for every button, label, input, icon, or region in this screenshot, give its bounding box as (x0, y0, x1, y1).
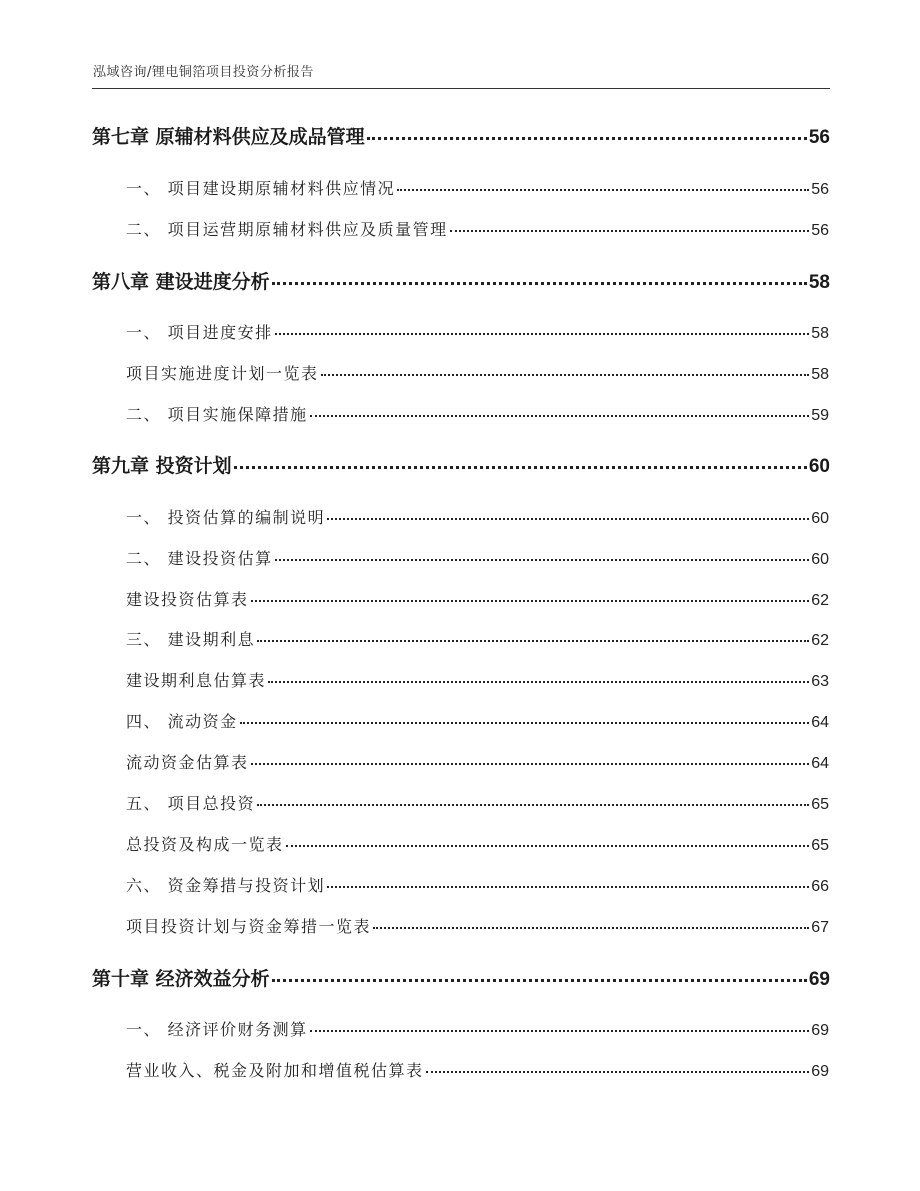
toc-entry-title: 总投资及构成一览表 (126, 835, 284, 854)
dot-leader (426, 1071, 810, 1073)
toc-entry[interactable] (126, 217, 829, 240)
dot-leader (373, 927, 809, 929)
dot-leader (310, 415, 810, 417)
dot-leader (268, 681, 809, 683)
toc-entry-title: 流动资金估算表 (126, 753, 249, 772)
dot-leader (251, 763, 810, 765)
toc-entry-page: 62 (811, 592, 829, 609)
header-rule (92, 88, 830, 89)
toc-entry[interactable] (126, 832, 829, 855)
toc-entry[interactable] (126, 791, 829, 814)
toc-entry-chapter-9[interactable] (92, 451, 830, 478)
toc-entry[interactable] (126, 1058, 829, 1081)
toc-entry-page: 56 (811, 181, 829, 198)
toc-entry-page: 65 (811, 837, 829, 854)
dot-leader (272, 282, 807, 285)
toc-entry-page: 58 (808, 272, 830, 293)
toc-entry-page: 65 (811, 796, 829, 813)
dot-leader (397, 189, 809, 191)
toc-entry-page: 60 (808, 456, 830, 477)
dot-leader (327, 886, 809, 888)
toc-entry[interactable] (126, 176, 829, 199)
dot-leader (272, 979, 807, 982)
toc-entry[interactable] (126, 1017, 829, 1040)
toc-entry-page: 66 (811, 878, 829, 895)
toc-entry-page: 58 (811, 325, 829, 342)
dot-leader (257, 804, 809, 806)
toc-entry-title: 一、 经济评价财务测算 (126, 1020, 308, 1039)
toc-entry-page: 58 (811, 366, 829, 383)
toc-entry[interactable] (126, 750, 829, 773)
toc-entry-page: 69 (808, 969, 830, 990)
toc-entry-title: 项目投资计划与资金筹措一览表 (126, 917, 372, 936)
toc-entry-page: 60 (811, 510, 829, 527)
toc-entry-title: 二、 项目运营期原辅材料供应及质量管理 (126, 220, 448, 239)
toc-entry[interactable] (126, 873, 829, 896)
toc-entry-page: 60 (811, 551, 829, 568)
toc-entry-title: 二、 建设投资估算 (126, 549, 273, 568)
toc-entry[interactable] (126, 505, 829, 528)
toc-entry-page: 56 (808, 127, 830, 148)
toc-entry-page: 67 (811, 919, 829, 936)
toc-entry-title: 第十章 经济效益分析 (92, 968, 270, 990)
toc-entry-page: 63 (811, 673, 829, 690)
toc-entry-title: 建设期利息估算表 (126, 671, 267, 690)
toc-entry[interactable] (126, 627, 829, 650)
toc-entry-page: 64 (811, 755, 829, 772)
toc-entry-title: 一、 项目进度安排 (126, 323, 273, 342)
toc-entry-page: 64 (811, 714, 829, 731)
toc-entry-title: 项目实施进度计划一览表 (126, 364, 319, 383)
toc-entry-page: 62 (811, 632, 829, 649)
toc-entry[interactable] (126, 361, 829, 384)
toc-entry-title: 第七章 原辅材料供应及成品管理 (92, 126, 365, 148)
dot-leader (321, 374, 810, 376)
toc-entry[interactable] (126, 320, 829, 343)
dot-leader (450, 230, 810, 232)
toc-entry-title: 第九章 投资计划 (92, 455, 232, 477)
dot-leader (286, 845, 810, 847)
dot-leader (275, 559, 810, 561)
toc-entry-page: 69 (811, 1022, 829, 1039)
toc-entry-title: 六、 资金筹措与投资计划 (126, 876, 326, 895)
dot-leader (257, 640, 809, 642)
dot-leader (251, 600, 810, 602)
dot-leader (310, 1030, 810, 1032)
dot-leader (275, 333, 810, 335)
toc-entry-title: 第八章 建设进度分析 (92, 271, 270, 293)
toc-entry[interactable] (126, 914, 829, 937)
dot-leader (367, 137, 807, 140)
toc-entry-chapter-7[interactable] (92, 122, 830, 149)
toc-entry-title: 三、 建设期利息 (126, 630, 256, 649)
dot-leader (234, 466, 807, 469)
dot-leader (240, 722, 810, 724)
toc-entry-page: 56 (811, 222, 829, 239)
toc-entry-page: 59 (811, 407, 829, 424)
toc-entry-title: 二、 项目实施保障措施 (126, 405, 308, 424)
toc-entry[interactable] (126, 668, 829, 691)
dot-leader (327, 518, 809, 520)
toc-entry-title: 营业收入、税金及附加和增值税估算表 (126, 1061, 424, 1080)
toc-entry[interactable] (126, 402, 829, 425)
toc-entry-title: 四、 流动资金 (126, 712, 238, 731)
toc-entry-chapter-8[interactable] (92, 267, 830, 294)
toc-entry-title: 五、 项目总投资 (126, 794, 256, 813)
toc-entry-chapter-10[interactable] (92, 964, 830, 991)
toc-entry-page: 69 (811, 1063, 829, 1080)
toc-entry-title: 一、 项目建设期原辅材料供应情况 (126, 179, 396, 198)
toc-entry[interactable] (126, 546, 829, 569)
toc-entry-title: 一、 投资估算的编制说明 (126, 508, 326, 527)
toc-entry[interactable] (126, 587, 829, 610)
toc-entry-title: 建设投资估算表 (126, 590, 249, 609)
document-header: 泓域咨询/锂电铜箔项目投资分析报告 (93, 65, 314, 80)
toc-entry[interactable] (126, 709, 829, 732)
